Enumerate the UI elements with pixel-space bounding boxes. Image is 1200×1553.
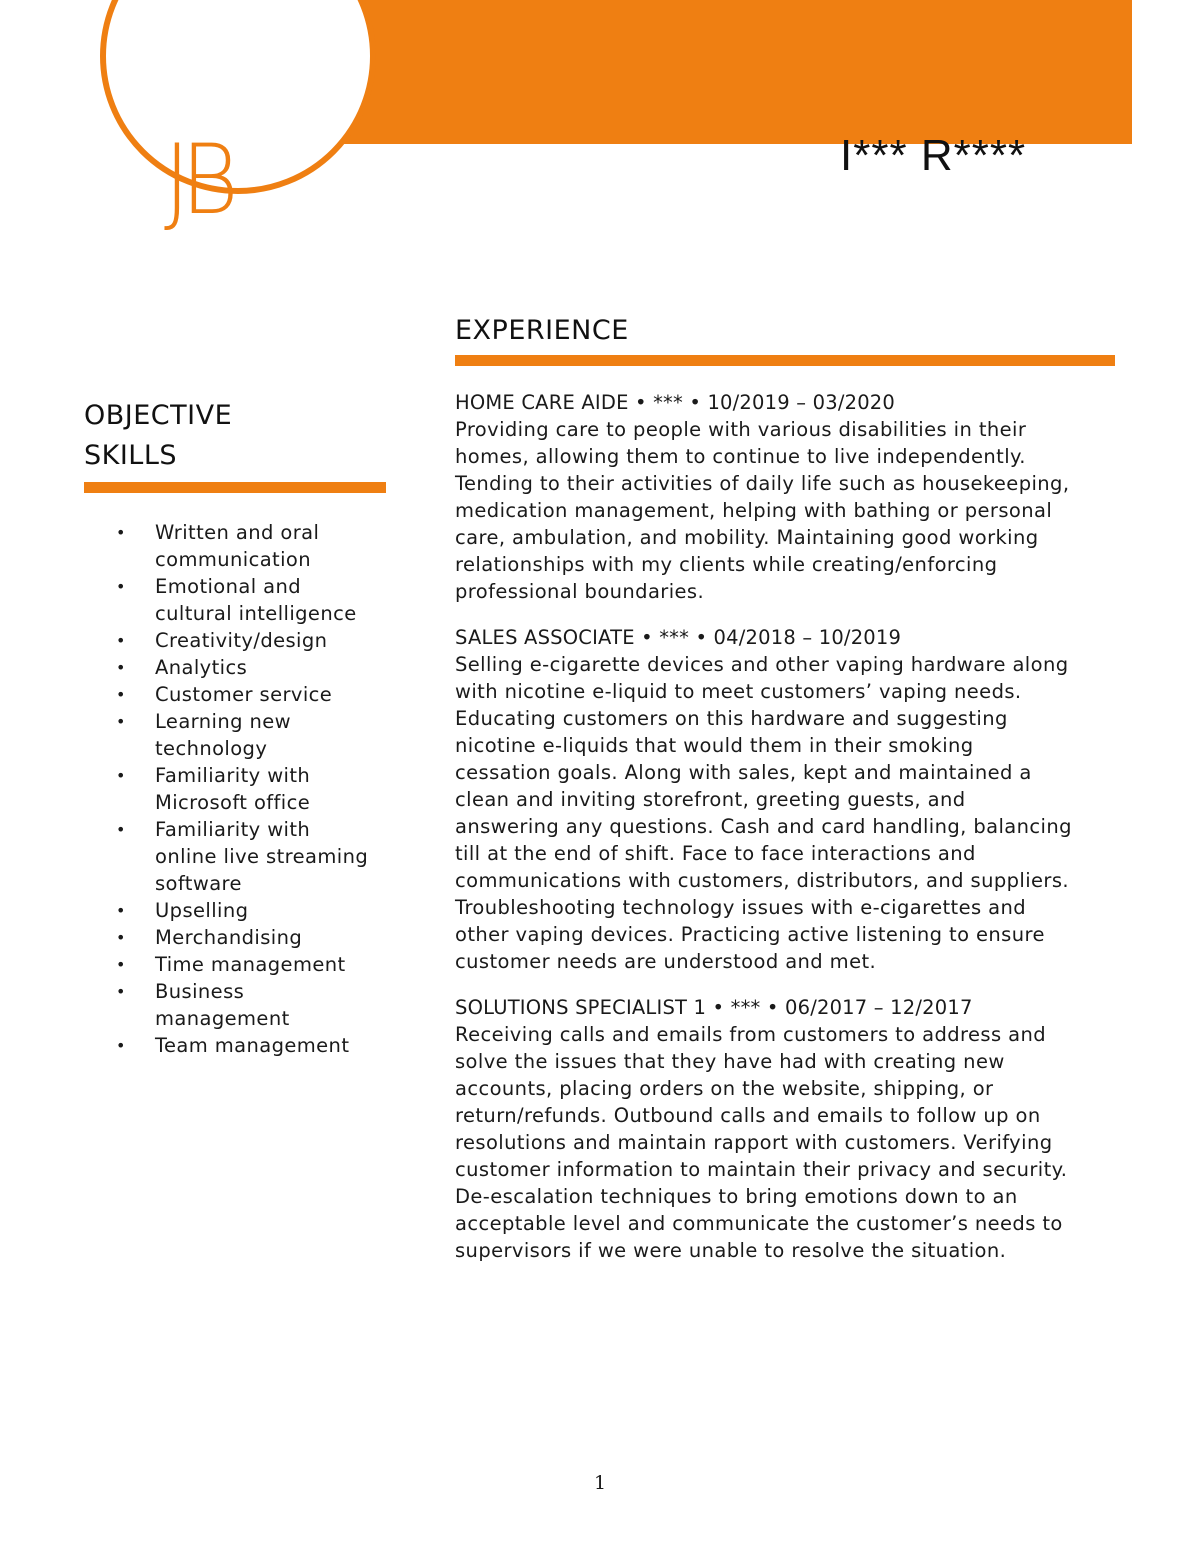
bullet-icon: • [116,982,126,1001]
bullet-icon: • [116,766,126,785]
skill-item [84,708,386,762]
bullet-icon: • [116,1036,126,1055]
experience-heading: EXPERIENCE [455,315,629,346]
skill-item [84,654,386,681]
bullet-icon: • [116,523,126,542]
skill-label: Learning new technology [155,710,291,760]
page-number: 1 [593,1472,607,1494]
skill-item [84,573,386,627]
skill-label: Familiarity with Microsoft office [155,764,311,814]
skill-item [84,951,386,978]
skills-heading: SKILLS [84,440,178,471]
skill-item [84,816,386,897]
objective-heading: OBJECTIVE [84,400,233,431]
skill-label: Creativity/design [155,629,328,652]
job-title: HOME CARE AIDE • *** • 10/2019 – 03/2020 [455,391,896,414]
skill-item [84,519,386,573]
skill-item [84,924,386,951]
skill-label: Time management [155,953,346,976]
bullet-icon: • [116,712,126,731]
job-title: SOLUTIONS SPECIALIST 1 • *** • 06/2017 – 12/2017 [455,996,973,1019]
skill-label: Written and oral communication [155,521,320,571]
skill-item [84,762,386,816]
job-entry [455,994,1115,1264]
bullet-icon: • [116,820,126,839]
job-description: Receiving calls and emails from customers to address and solve the issues that they have had with creating new accounts, placing orders on the website, shipping, or return/refunds. Outbound calls and emails to follow up on resolutions and maintain rapport with customers. Verifying customer information to maintain their privacy and security. De-escalation techniques to bring emotions down to an acceptable level and communicate the customer’s needs to supervisors if we were unable to resolve the situation. [455,1023,1068,1262]
skill-item [84,978,386,1032]
candidate-name: I*** R**** [840,131,1027,180]
bullet-icon: • [116,685,126,704]
monogram-circle [100,0,376,194]
job-description: Providing care to people with various disabilities in their homes, allowing them to continue to live independently. Tending to their activities of daily life such as housekeeping, medication management, helping with bathing or personal care, ambulation, and mobility. Maintaining good working relationships with my clients while creating/enforcing professional boundaries. [455,418,1070,603]
job-entry [455,389,1115,605]
job-entry [455,624,1115,975]
left-column [84,396,386,1059]
skills-divider [84,482,386,493]
right-column [455,311,1115,1264]
bullet-icon: • [116,631,126,650]
skill-item [84,681,386,708]
skill-label: Merchandising [155,926,303,949]
skill-label: Team management [155,1034,350,1057]
skill-label: Customer service [155,683,333,706]
job-description: Selling e-cigarette devices and other vaping hardware along with nicotine e-liquid to meet customers’ vaping needs. Educating customers on this hardware and suggesting nicotine e-liquids that would them in their smoking cessation goals. Along with sales, kept and maintained a clean and inviting storefront, greeting guests, and answering any questions. Cash and card handling, balancing till at the end of shift. Face to face interactions and communications with customers, distributors, and suppliers. Troubleshooting technology issues with e-cigarettes and other vaping devices. Practicing active listening to ensure customer needs are understood and met. [455,653,1072,973]
skill-label: Business management [155,980,290,1030]
bullet-icon: • [116,928,126,947]
skill-item [84,627,386,654]
bullet-icon: • [116,901,126,920]
skill-label: Emotional and cultural intelligence [155,575,357,625]
skill-label: Familiarity with online live streaming software [155,818,369,895]
skill-label: Analytics [155,656,248,679]
bullet-icon: • [116,577,126,596]
bullet-icon: • [116,658,126,677]
skills-list [84,519,386,1059]
job-title: SALES ASSOCIATE • *** • 04/2018 – 10/2019 [455,626,902,649]
skill-label: Upselling [155,899,249,922]
bullet-icon: • [116,955,126,974]
skill-item [84,1032,386,1059]
experience-divider [455,355,1115,366]
monogram: JB [164,124,230,236]
skill-item [84,897,386,924]
